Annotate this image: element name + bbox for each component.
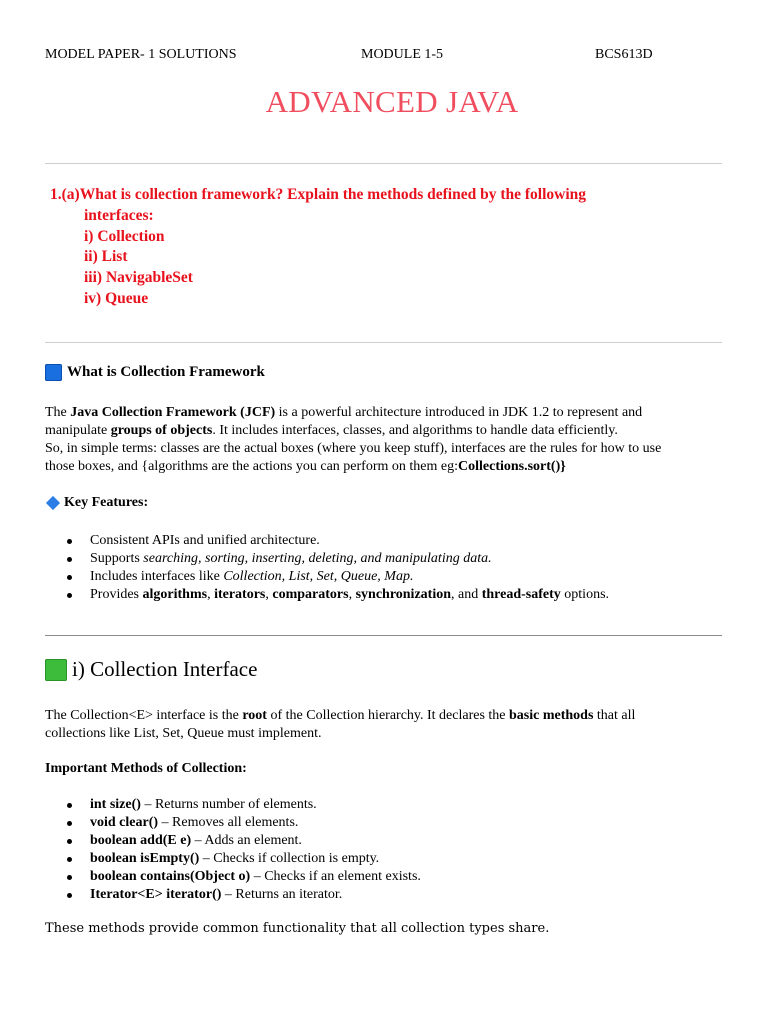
closing-sentence: These methods provide common functionality that all collection types share. <box>45 921 550 936</box>
paragraph-collection-root <box>45 707 725 743</box>
paragraph-jcf-intro <box>45 404 725 476</box>
question-line: 1.(a)What is collection framework? Explain the methods defined by the following <box>50 186 587 203</box>
list-item: Consistent APIs and unified architecture. <box>45 532 609 550</box>
question-item: iii) NavigableSet <box>84 269 193 287</box>
divider-top <box>45 163 722 164</box>
paragraph-line: collections like List, Set, Queue must implement. <box>45 726 322 741</box>
question-item: ii) List <box>84 248 128 266</box>
green-square-icon <box>45 659 67 681</box>
header-paper-label: MODEL PAPER- 1 SOLUTIONS <box>45 47 237 62</box>
list-item: boolean contains(Object o) – Checks if an element exists. <box>45 868 421 886</box>
paragraph-line: So, in simple terms: classes are the actual boxes (where you keep stuff), interfaces are the rules for how to use <box>45 441 662 456</box>
section-heading-collection-framework <box>45 364 265 381</box>
key-features-heading-text: Key Features: <box>64 495 149 510</box>
list-item: Includes interfaces like Collection, List, Set, Queue, Map. <box>45 568 609 586</box>
blue-square-icon <box>45 364 62 381</box>
divider-section <box>45 635 722 636</box>
list-item: Iterator<E> iterator() – Returns an iterator. <box>45 886 421 904</box>
section-heading-text: i) Collection Interface <box>72 657 258 681</box>
methods-heading: Important Methods of Collection: <box>45 761 247 776</box>
header-course-code: BCS613D <box>595 47 653 62</box>
list-item: void clear() – Removes all elements. <box>45 814 421 832</box>
page-header <box>45 47 685 65</box>
paragraph-line: The Collection<E> interface is the root of the Collection hierarchy. It declares the basic methods that all <box>45 708 636 723</box>
question-line: interfaces: <box>84 206 154 224</box>
list-item: Provides algorithms, iterators, comparators, synchronization, and thread-safety options. <box>45 586 609 604</box>
list-item: Supports searching, sorting, inserting, deleting, and manipulating data. <box>45 550 609 568</box>
paragraph-line: The Java Collection Framework (JCF) is a powerful architecture introduced in JDK 1.2 to represent and <box>45 405 643 420</box>
methods-list <box>45 796 421 904</box>
divider-question <box>45 342 722 343</box>
section-heading-collection-interface <box>45 657 257 682</box>
paragraph-line: those boxes, and {algorithms are the actions you can perform on them eg:Collections.sort()} <box>45 459 566 474</box>
blue-diamond-icon <box>46 496 60 510</box>
key-features-heading <box>45 495 148 511</box>
list-item: boolean add(E e) – Adds an element. <box>45 832 421 850</box>
header-module-label: MODULE 1-5 <box>361 47 444 62</box>
list-item: boolean isEmpty() – Checks if collection is empty. <box>45 850 421 868</box>
section-heading-text: What is Collection Framework <box>67 364 265 380</box>
question-item: iv) Queue <box>84 289 149 307</box>
question-block <box>50 185 730 310</box>
document-title: ADVANCED JAVA <box>265 84 519 119</box>
paragraph-line: manipulate groups of objects. It includes interfaces, classes, and algorithms to handle data efficiently. <box>45 423 618 438</box>
question-item: i) Collection <box>84 227 165 245</box>
key-features-list <box>45 532 609 604</box>
list-item: int size() – Returns number of elements. <box>45 796 421 814</box>
